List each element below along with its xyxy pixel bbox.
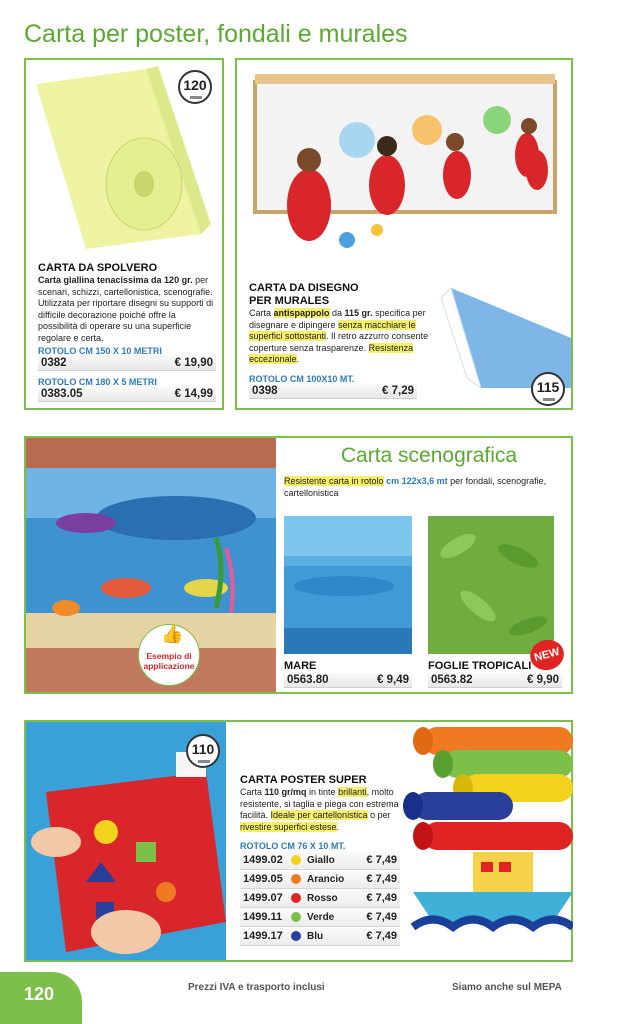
scenografica-title: Carta scenografica <box>340 444 518 467</box>
poster-description: Carta 110 gr/mq in tinte brillanti, molto resistente, si taglia e piega con estrema facilità. Ideale per cartellonistica o per rivestire superfici estese. <box>240 787 399 832</box>
product-code: 1499.17 <box>243 930 283 942</box>
color-name: Arancio <box>307 873 345 885</box>
footer-right-text: Siamo anche sul MEPA <box>452 982 562 993</box>
color-name: Giallo <box>307 854 335 866</box>
spolvero-price-row-1: 0382 € 19,90 <box>38 356 216 371</box>
spolvero-box <box>24 58 224 410</box>
spolvero-title: CARTA DA SPOLVERO <box>38 262 158 274</box>
product-price: € 7,49 <box>366 930 397 942</box>
scenografica-description: Resistente carta in rotolo cm 122x3,6 mt per fondali, scenografie, cartellonistica <box>284 476 547 498</box>
spolvero-description: Carta giallina tenacissima da 120 gr. per scenari, schizzi, cartellonistica, scenografie. Utilizzata per riportare disegni su supporti di difficile decorazione poiché offre la possibilità di operare su una superficie regolare e certa. <box>38 275 214 343</box>
foglie-price-row: 0563.82 € 9,90 <box>428 673 562 688</box>
product-price: € 7,49 <box>366 892 397 904</box>
page-title: Carta per poster, fondali e murales <box>24 20 408 48</box>
mare-title: MARE <box>284 660 317 672</box>
thumbs-up-icon: 👍 <box>161 624 184 644</box>
product-price: € 7,49 <box>366 854 397 866</box>
scenografica-box <box>24 436 573 694</box>
weight-badge-120: 120 <box>178 70 212 104</box>
product-price: € 7,49 <box>366 873 397 885</box>
color-name: Verde <box>307 911 335 923</box>
weight-badge-115: 115 <box>531 372 565 406</box>
murales-size: ROTOLO CM 100X10 MT. <box>249 374 355 384</box>
color-dot-icon <box>291 893 301 903</box>
murales-price-row: 0398 € 7,29 <box>249 384 417 399</box>
children-painting-image <box>237 60 571 280</box>
spolvero-size-1: ROTOLO CM 150 X 10 METRI <box>38 346 162 356</box>
color-dot-icon <box>291 931 301 941</box>
colored-rolls-image <box>403 722 573 960</box>
product-code: 1499.07 <box>243 892 283 904</box>
murales-description: Carta antispappolo da 115 gr. specifica per disegnare e dipingere senza macchiare le superfici sottostanti. Il retro azzurro consente coperture senza trasparenze. Resistenza eccezionale. <box>249 308 429 364</box>
weight-badge-110: 110 <box>186 734 220 768</box>
poster-color-row <box>240 927 400 946</box>
new-badge: NEW <box>527 636 568 674</box>
foglie-title: FOGLIE TROPICALI <box>428 660 532 672</box>
product-code: 1499.05 <box>243 873 283 885</box>
color-dot-icon <box>291 874 301 884</box>
murales-title-2: PER MURALES <box>249 295 330 307</box>
footer-center-text: Prezzi IVA e trasporto inclusi <box>188 982 325 993</box>
poster-color-row <box>240 870 400 889</box>
murales-box <box>235 58 573 410</box>
color-name: Rosso <box>307 892 338 904</box>
spolvero-size-2: ROTOLO CM 180 X 5 METRI <box>38 377 157 387</box>
spolvero-price-row-2: 0383.05 € 14,99 <box>38 387 216 402</box>
product-code: 1499.11 <box>243 911 283 923</box>
color-dot-icon <box>291 912 301 922</box>
poster-size: ROTOLO CM 76 X 10 MT. <box>240 841 346 851</box>
murales-title-1: CARTA DA DISEGNO <box>249 282 359 294</box>
color-name: Blu <box>307 930 324 942</box>
poster-box <box>24 720 573 962</box>
sea-paper-swatch <box>284 516 412 654</box>
poster-color-row <box>240 889 400 908</box>
poster-color-row <box>240 908 400 927</box>
tropical-leaves-swatch <box>428 516 554 654</box>
color-dot-icon <box>291 855 301 865</box>
product-price: € 7,49 <box>366 911 397 923</box>
product-code: 1499.02 <box>243 854 283 866</box>
color-rows <box>240 851 400 946</box>
page-number: 120 <box>24 984 55 1004</box>
mare-price-row: 0563.80 € 9,49 <box>284 673 412 688</box>
example-badge: 👍 Esempio di applicazione <box>138 624 200 686</box>
poster-color-row <box>240 851 400 870</box>
poster-title: CARTA POSTER SUPER <box>240 774 367 786</box>
